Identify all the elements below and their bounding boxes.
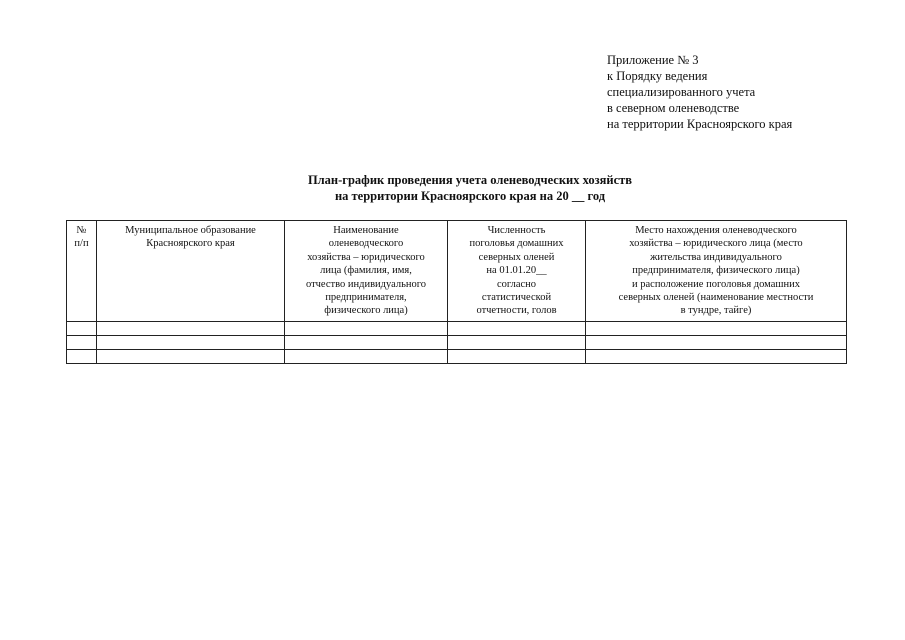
table-cell	[285, 335, 448, 349]
header-line: северных оленей	[478, 251, 555, 263]
table-cell	[586, 349, 847, 363]
header-line: Наименование	[333, 225, 399, 236]
header-line: оленеводческого	[328, 238, 404, 250]
header-line: в тундре, тайге)	[680, 305, 752, 317]
header-cell-farm-name	[285, 221, 448, 322]
table-cell	[67, 321, 97, 335]
header-line: жительства индивидуального	[650, 251, 782, 263]
header-line: Красноярского края	[146, 238, 235, 250]
header-line: лица (фамилия, имя,	[320, 265, 412, 277]
header-line: Муниципальное образование	[125, 225, 256, 236]
appendix-block	[607, 52, 887, 132]
table-cell	[67, 349, 97, 363]
table-cell	[586, 321, 847, 335]
table-row	[67, 349, 847, 363]
header-line: хозяйства – юридического	[307, 251, 425, 263]
schedule-table	[66, 220, 847, 364]
header-line: поголовья домашних	[469, 238, 564, 250]
appendix-line: к Порядку ведения	[607, 69, 708, 83]
table-cell	[448, 335, 586, 349]
header-line: Место нахождения оленеводческого	[635, 225, 797, 236]
document-title	[150, 172, 790, 204]
header-line: предпринимателя, физического лица)	[632, 265, 800, 277]
appendix-line: в северном оленеводстве	[607, 101, 740, 115]
header-line: Численность	[487, 225, 546, 236]
table-cell	[448, 349, 586, 363]
appendix-line: специализированного учета	[607, 85, 756, 99]
header-cell-number	[67, 221, 97, 322]
table-cell	[97, 321, 285, 335]
table-cell	[285, 321, 448, 335]
document-title-line-1: План-график проведения учета оленеводческих хозяйств	[307, 173, 633, 187]
header-line: предпринимателя,	[325, 292, 407, 304]
table-cell	[586, 335, 847, 349]
table-row	[67, 321, 847, 335]
header-line: отчество индивидуального	[305, 278, 427, 290]
table-cell	[448, 321, 586, 335]
document-title-line-2: на территории Красноярского края на 20 __ год	[334, 189, 606, 203]
header-line: №	[76, 225, 87, 236]
appendix-line: Приложение № 3	[607, 53, 699, 67]
header-line: согласно	[496, 278, 537, 290]
header-line: физического лица)	[324, 305, 408, 317]
table-row	[67, 335, 847, 349]
header-line: и расположение поголовья домашних	[632, 278, 800, 290]
appendix-line: на территории Красноярского края	[607, 117, 793, 131]
header-line: на 01.01.20__	[486, 265, 547, 277]
header-cell-municipality	[97, 221, 285, 322]
table-cell	[97, 335, 285, 349]
header-row	[67, 221, 847, 322]
header-line: п/п	[74, 238, 89, 250]
header-line: северных оленей (наименование местности	[618, 292, 814, 304]
table-cell	[97, 349, 285, 363]
header-line: статистической	[481, 292, 552, 304]
table-cell	[285, 349, 448, 363]
header-line: отчетности, голов	[476, 305, 557, 317]
header-cell-location	[586, 221, 847, 322]
header-cell-herd-size	[448, 221, 586, 322]
table-cell	[67, 335, 97, 349]
header-line: хозяйства – юридического лица (место	[629, 238, 803, 250]
